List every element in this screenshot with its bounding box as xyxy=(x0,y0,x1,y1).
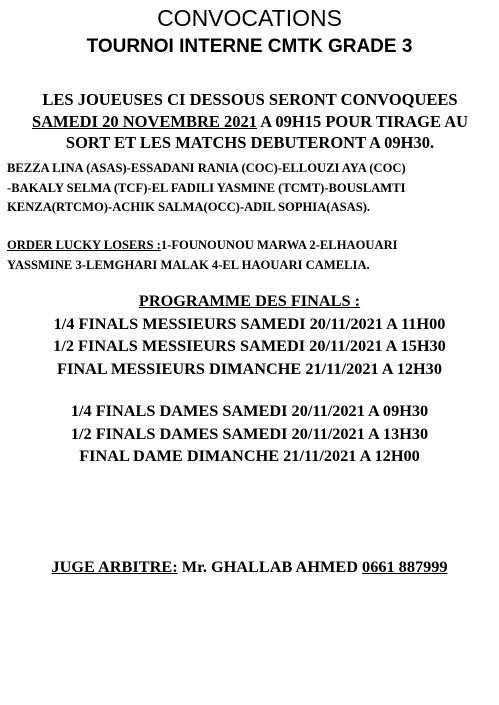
page-title: CONVOCATIONS xyxy=(157,5,342,31)
referee-phone: 0661 887999 xyxy=(362,557,448,576)
players-line: BEZZA LINA (ASAS)-ESSADANI RANIA (COC)-ELLOUZI AYA (COC) xyxy=(7,161,406,175)
programme-women xyxy=(0,400,499,468)
announcement-line-2-rest: A 09H15 POUR TIRAGE AU xyxy=(257,111,469,131)
programme-men-line: 1/4 FINALS MESSIEURS SAMEDI 20/11/2021 A 11H00 xyxy=(53,313,446,333)
announcement-line-1: LES JOUEUSES CI DESSOUS SERONT CONVOQUEES xyxy=(42,90,458,109)
page-subtitle: TOURNOI INTERNE CMTK GRADE 3 xyxy=(86,36,413,57)
programme-men xyxy=(0,290,499,380)
referee-name: Mr. GHALLAB AHMED xyxy=(177,557,363,576)
convocation-date: SAMEDI 20 NOVEMBRE 2021 xyxy=(31,111,258,131)
lucky-losers xyxy=(7,236,495,275)
programme-heading: PROGRAMME DES FINALS : xyxy=(138,291,361,310)
lucky-losers-line-1 xyxy=(7,236,495,256)
announcement-line-3: SORT ET LES MATCHS DEBUTERONT A 09H30. xyxy=(65,133,435,152)
referee-label: JUGE ARBITRE: xyxy=(51,557,178,576)
programme-women-line: 1/2 FINALS DAMES SAMEDI 20/11/2021 A 13H30 xyxy=(70,423,429,443)
announcement-line-2 xyxy=(14,111,486,133)
programme-men-line: 1/2 FINALS MESSIEURS SAMEDI 20/11/2021 A 15H30 xyxy=(53,336,446,355)
lucky-losers-line-2: YASSMINE 3-LEMGHARI MALAK 4-EL HAOUARI CAMELIA. xyxy=(7,257,370,272)
lucky-losers-line-1-rest: 1-FOUNOUNOU MARWA 2-ELHAOUARI xyxy=(160,238,398,252)
convocation-announcement xyxy=(14,89,486,154)
programme-women-line: 1/4 FINALS DAMES SAMEDI 20/11/2021 A 09H30 xyxy=(70,401,429,420)
programme-men-line: FINAL MESSIEURS DIMANCHE 21/11/2021 A 12H30 xyxy=(57,358,442,378)
referee-line xyxy=(0,556,499,578)
lucky-losers-label: ORDER LUCKY LOSERS : xyxy=(7,238,161,252)
players-line: KENZA(RTCMO)-ACHIK SALMA(OCC)-ADIL SOPHIA(ASAS). xyxy=(7,200,371,214)
players-line: -BAKALY SELMA (TCF)-EL FADILI YASMINE (TCMT)-BOUSLAMTI xyxy=(7,180,406,195)
programme-women-line: FINAL DAME DIMANCHE 21/11/2021 A 12H00 xyxy=(79,446,420,465)
players-list xyxy=(7,159,495,218)
